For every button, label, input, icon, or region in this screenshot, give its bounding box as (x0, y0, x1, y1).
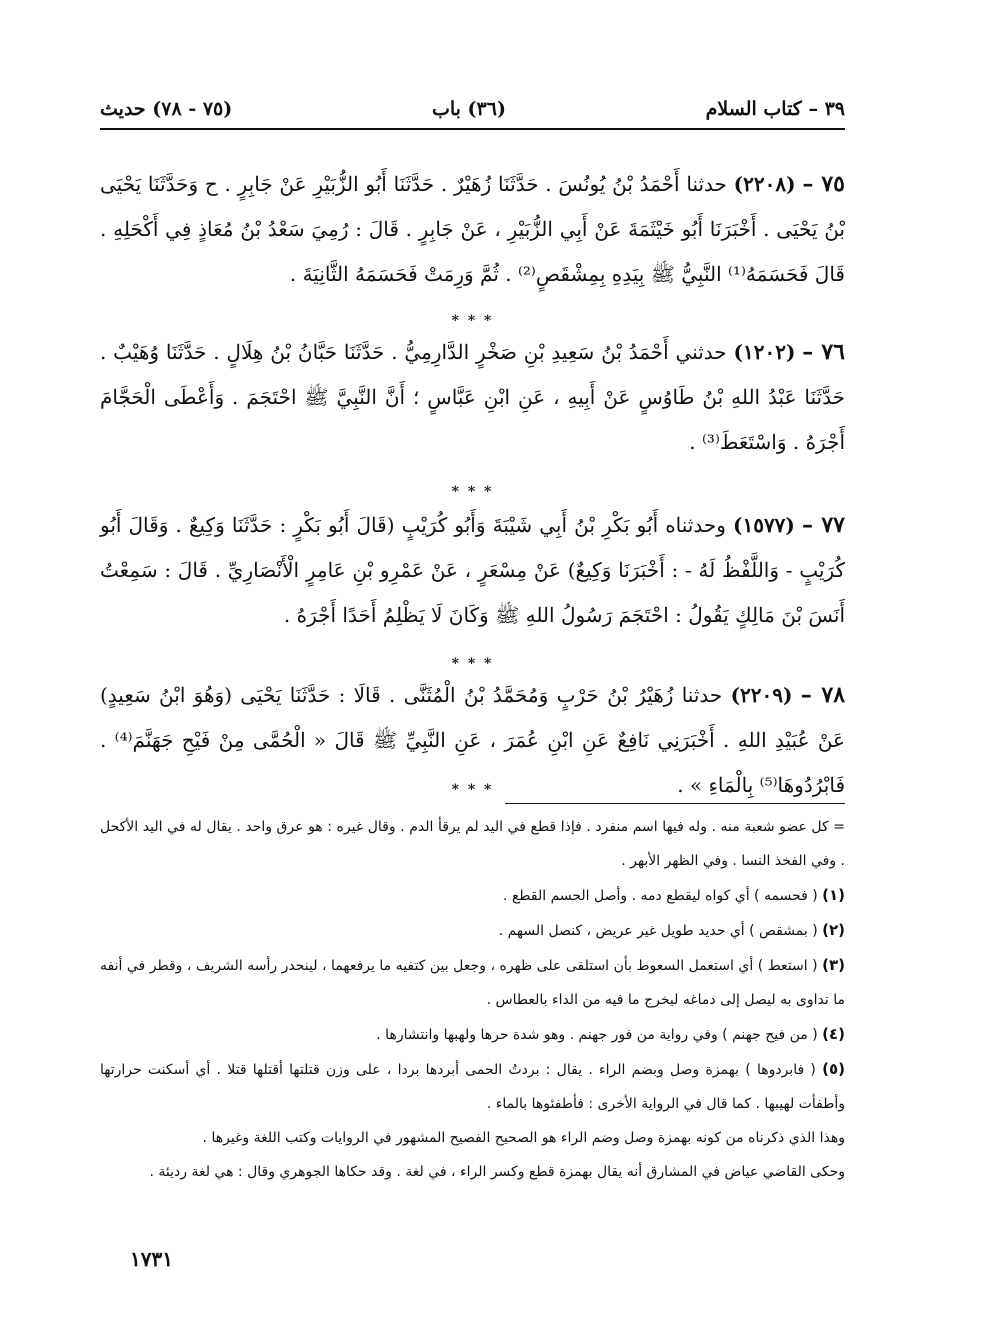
footnote-number: (٤) (822, 1025, 845, 1043)
footnote-number: (٣) (822, 956, 845, 974)
footnote-rule (505, 803, 845, 804)
hadith-text: حدثنا أَحْمَدُ بْنُ يُونُسَ . حَدَّثَنَا زُهَيْرٌ . حَدَّثَنَا أَبُو الزُّبَيْرِ عَنْ جَابِرٍ . ح وَحَدَّثَنَا يَحْيَى بْنُ يَحْيَى . أَخْبَرَنَا أَبُو خَيْثَمَةَ عَنْ أَبِي الزُّبَيْرِ ، عَنْ جَابِرٍ . قَالَ : رُمِيَ سَعْدُ بْنُ مُعَاذٍ فِي أَكْحَلِهِ . قَالَ فَحَسَمَهُ⁽¹⁾ النَّبِيُّ ﷺ بِيَدِهِ بِمِشْقَصٍ⁽²⁾ . ثُمَّ وَرِمَتْ فَحَسَمَهُ الثَّانِيَةَ . (100, 172, 845, 286)
header-rule (100, 128, 845, 130)
footnote-extra: وهذا الذي ذكرناه من كونه بهمزة وصل وضم الراء هو الصحيح الفصيح المشهور في الروايات وكتب اللغة وغيرها . (202, 1130, 845, 1146)
page-number: ١٧٣١ (130, 1247, 173, 1271)
separator-stars: * * * (451, 782, 494, 798)
hadith-reference: (١٥٧٧) (732, 513, 795, 537)
hadith-reference: (١٢٠٢) (733, 340, 796, 364)
book-title: ٣٩ – كتاب السلام (705, 98, 845, 120)
hadith-76 (100, 330, 845, 465)
footnote-text: ( فحسمه ) أي كواه ليقطع دمه . وأصل الحسم القطع . (503, 888, 818, 904)
separator-stars: * * * (451, 656, 494, 672)
footnote-continuation: = كل عضو شعبة منه . وله فيها اسم منفرد . فإذا قطع في اليد لم يرقأ الدم . وقال غيره : هو عرق واحد . يقال له في اليد الأكحل . وفي الفخذ النسا . وفي الظهر الأبهر . (100, 819, 845, 869)
footnote-number: (٥) (822, 1060, 845, 1078)
footnote-extra: وحكى القاضي عياض في المشارق أنه يقال بهمزة قطع وكسر الراء ، في لغة . وقد حكاها الجوهري وقال : هي لغة رديئة . (149, 1164, 845, 1180)
separator-stars: * * * (451, 484, 494, 500)
footnote-text: ( من فيح جهنم ) وفي رواية من فور جهنم . وهو شدة حرها ولهبها وانتشارها . (376, 1027, 818, 1043)
footnote-2 (100, 913, 845, 948)
footnote-number: (٢) (822, 921, 845, 939)
footnotes (100, 810, 845, 1189)
footnote-text: ( فابردوها ) بهمزة وصل وبضم الراء . يقال : بردتُ الحمى أبردها بردا ، على وزن قتلتها أقتلها قتلا . أي أسكنت حرارتها وأطفأت لهيبها . كما قال في الرواية الأخرى : فأطفئوها بالماء . (100, 1062, 845, 1112)
hadith-text: وحدثناه أَبُو بَكْرِ بْنُ أَبِي شَيْبَةَ وَأَبُو كُرَيْبٍ (قَالَ أَبُو بَكْرٍ : حَدَّثَنَا وَكِيعٌ . وَقَالَ أَبُو كُرَيْبٍ - وَاللَّفْظُ لَهُ - : أَخْبَرَنَا وَكِيعٌ) عَنْ مِسْعَرٍ ، عَنْ عَمْرِو بْنِ عَامِرٍ الْأَنْصَارِيِّ . قَالَ : سَمِعْتُ أَنَسَ بْنَ مَالِكٍ يَقُولُ : احْتَجَمَ رَسُولُ اللهِ ﷺ وَكَانَ لَا يَظْلِمُ أَحَدًا أَجْرَهُ . (100, 513, 845, 627)
hadith-number: ٧٨ – (800, 682, 846, 708)
hadith-75 (100, 162, 845, 297)
running-header (100, 92, 845, 126)
footnote-4 (100, 1017, 845, 1052)
hadith-77 (100, 503, 845, 638)
separator-stars: * * * (451, 313, 494, 329)
hadith-text: حدثني أَحْمَدُ بْنُ سَعِيدِ بْنِ صَخْرٍ الدَّارِمِيُّ . حَدَّثَنَا حَبَّانُ بْنُ هِلَالٍ . حَدَّثَنَا وُهَيْبٌ . حَدَّثَنَا عَبْدُ اللهِ بْنُ طَاوُسٍ عَنْ أَبِيهِ ، عَنِ ابْنِ عَبَّاسٍ ؛ أَنَّ النَّبِيَّ ﷺ احْتَجَمَ . وَأَعْطَى الْحَجَّامَ أَجْرَهُ . وَاسْتَعَطَ⁽³⁾ . (100, 340, 845, 454)
hadith-number: ٧٥ – (802, 171, 845, 197)
footnote-3 (100, 948, 845, 1017)
hadith-reference: (٢٢٠٨) (733, 172, 796, 196)
footnote-number: (١) (822, 886, 845, 904)
footnote-text: ( بمشقص ) أي حديد طويل غير عريض ، كنصل السهم . (498, 923, 818, 939)
footnote-text: ( استعط ) أي استعمل السعوط بأن استلقى على ظهره ، وجعل بين كتفيه ما يرفعهما ، لينحدر رأسه الشريف ، وقطر في أنفه ما تداوى به ليصل إلى دماغه ليخرج ما فيه من الداء بالعطاس . (100, 958, 845, 1008)
hadith-reference: (٢٢٠٩) (730, 683, 793, 707)
footnote-1 (100, 878, 845, 913)
chapter-label: (٣٦) باب (431, 98, 506, 120)
hadith-number: ٧٦ – (802, 339, 845, 365)
footnote-5 (100, 1052, 845, 1121)
hadith-number: ٧٧ – (801, 512, 845, 538)
hadith-range: (٧٥ - ٧٨) حديث (100, 98, 233, 120)
hadith-text: حدثنا زُهَيْرُ بْنُ حَرْبٍ وَمُحَمَّدُ بْنُ الْمُثَنَّى . قَالَا : حَدَّثَنَا يَحْيَى (وَهُوَ ابْنُ سَعِيدٍ) عَنْ عُبَيْدِ اللهِ . أَخْبَرَنِي نَافِعٌ عَنِ ابْنِ عُمَرَ ، عَنِ النَّبِيِّ ﷺ قَالَ « الْحُمَّى مِنْ فَيْحِ جَهَنَّمَ⁽⁴⁾ . فَابْرُدُوهَا⁽⁵⁾ بِالْمَاءِ » . (100, 683, 845, 797)
